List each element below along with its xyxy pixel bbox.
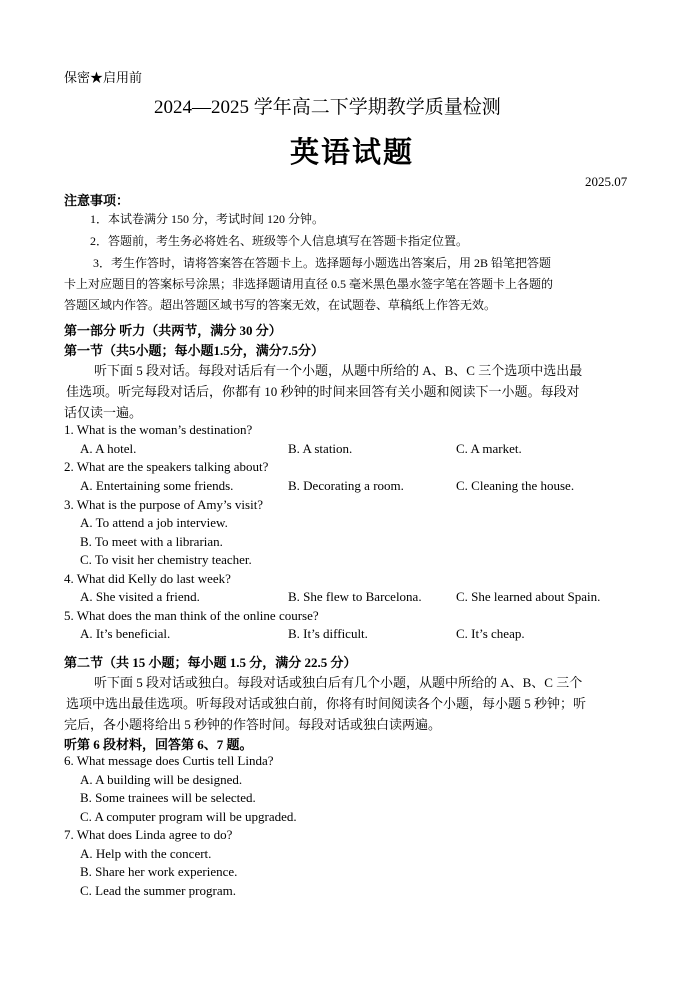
question-3-option-b: B. To meet with a librarian. — [80, 534, 223, 549]
section2-instruction-line1: 听下面 5 段对话或独白。每段对话或独白后有几个小题，从题中所给的 A、B、C 三个 — [94, 675, 583, 690]
question-3-option-a: A. To attend a job interview. — [80, 515, 228, 530]
section2-heading: 第二节（共 15 小题；每小题 1.5 分，满分 22.5 分） — [64, 655, 357, 670]
question-4-option-b: B. She flew to Barcelona. — [288, 589, 422, 604]
question-6-stem: 6. What message does Curtis tell Linda? — [64, 753, 274, 768]
question-7-option-c: C. Lead the summer program. — [80, 883, 236, 898]
question-5-option-a: A. It’s beneficial. — [80, 626, 171, 641]
question-1-option-a: A. A hotel. — [80, 441, 137, 456]
question-3-stem: 3. What is the purpose of Amy’s visit? — [64, 497, 264, 512]
section1-heading: 第一节（共5小题；每小题1.5分，满分7.5分） — [64, 343, 325, 358]
question-1-option-b: B. A station. — [288, 441, 353, 456]
section2-instruction-line2: 选项中选出最佳选项。听每段对话或独白前，你将有时间阅读各个小题，每小题 5 秒钟；听 — [66, 696, 587, 711]
question-6-option-c: C. A computer program will be upgraded. — [80, 809, 297, 824]
question-7-option-a: A. Help with the concert. — [80, 846, 212, 861]
question-1-stem: 1. What is the woman’s destination? — [64, 422, 253, 437]
note-item-3-line1: 3．考生作答时，请将答案答在答题卡上。选择题每小题选出答案后，用 2B 铅笔把答题 — [93, 256, 552, 270]
part1-heading: 第一部分 听力（共两节，满分 30 分） — [64, 323, 282, 338]
section1-instruction-line1: 听下面 5 段对话。每段对话后有一个小题，从题中所给的 A、B、C 三个选项中选出最 — [94, 363, 583, 378]
note-item-3-line3: 答题区域内作答。超出答题区域书写的答案无效，在试题卷、草稿纸上作答无效。 — [64, 298, 497, 312]
question-2-stem: 2. What are the speakers talking about? — [64, 459, 269, 474]
question-6-option-a: A. A building will be designed. — [80, 772, 243, 787]
section1-instruction-line2: 佳选项。听完每段对话后，你都有 10 秒钟的时间来回答有关小题和阅读下一小题。每段对 — [66, 384, 580, 399]
question-4-stem: 4. What did Kelly do last week? — [64, 571, 231, 586]
question-5-option-b: B. It’s difficult. — [288, 626, 368, 641]
confidentiality-label: 保密★启用前 — [64, 70, 143, 85]
question-6-option-b: B. Some trainees will be selected. — [80, 790, 256, 805]
note-item-1: 1．本试卷满分 150 分，考试时间 120 分钟。 — [90, 212, 325, 226]
exam-date: 2025.07 — [585, 174, 628, 189]
question-7-option-b: B. Share her work experience. — [80, 864, 238, 879]
material-6-heading: 听第 6 段材料，回答第 6、7 题。 — [64, 737, 253, 752]
note-item-2: 2．答题前，考生务必将姓名、班级等个人信息填写在答题卡指定位置。 — [90, 234, 469, 248]
subject-title: 英语试题 — [290, 137, 415, 169]
note-item-3-line2: 卡上对应题目的答案标号涂黑；非选择题请用直径 0.5 毫米黑色墨水签字笔在答题卡上各题的 — [64, 277, 554, 291]
section2-instruction-line3: 完后，各小题将给出 5 秒钟的作答时间。每段对话或独白读两遍。 — [64, 717, 442, 732]
question-4-option-a: A. She visited a friend. — [80, 589, 200, 604]
question-2-option-b: B. Decorating a room. — [288, 478, 404, 493]
question-4-option-c: C. She learned about Spain. — [456, 589, 601, 604]
question-1-option-c: C. A market. — [456, 441, 522, 456]
question-3-option-c: C. To visit her chemistry teacher. — [80, 552, 252, 567]
question-2-option-a: A. Entertaining some friends. — [80, 478, 234, 493]
question-2-option-c: C. Cleaning the house. — [456, 478, 575, 493]
notes-heading: 注意事项： — [64, 193, 130, 208]
question-5-option-c: C. It’s cheap. — [456, 626, 525, 641]
question-5-stem: 5. What does the man think of the online course? — [64, 608, 319, 623]
section1-instruction-line3: 话仅读一遍。 — [64, 405, 143, 420]
question-7-stem: 7. What does Linda agree to do? — [64, 827, 233, 842]
exam-title: 2024—2025 学年高二下学期教学质量检测 — [154, 97, 501, 118]
